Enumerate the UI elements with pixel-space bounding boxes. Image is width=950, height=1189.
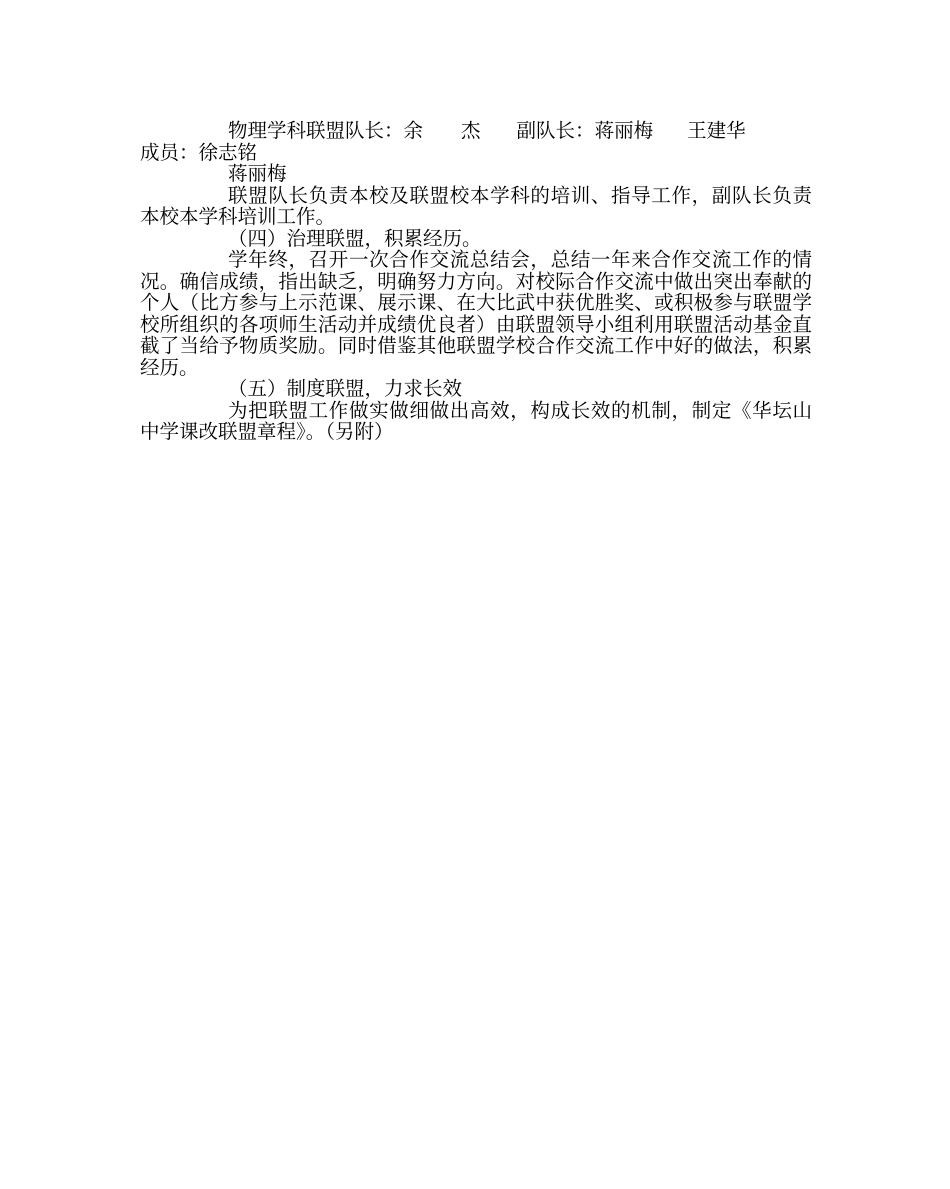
captain-label: 物理学科联盟队长： [228,119,404,142]
member-2: 蒋丽梅 [228,162,287,185]
vice-captain-label: 副队长： [516,119,595,142]
paragraph-summary: 学年终，召开一次合作交流总结会，总结一年来合作交流工作的情况。确信成绩，指出缺乏，明确努力方向。对校际合作交流中做出突出奉献的个人（比方参与上示范课、展示课、在大比武中获优胜奖、或积极参与联盟学校所组织的各项师生活动并成绩优良者）由联盟领导小组利用联盟活动基金直截了当给予物质奖励。同时借鉴其他联盟学校合作交流工作中好的做法，积累经历。 [140,248,812,379]
captain-name-part-2: 杰 [461,119,481,142]
captain-line [140,120,812,142]
paragraph-charter: 为把联盟工作做实做细做出高效，构成长效的机制，制定《华坛山中学课改联盟章程》。（另附） [140,398,812,443]
document-page [140,120,812,443]
members-line [140,142,812,164]
section-heading-5: （五）制度联盟，力求长效 [228,377,463,400]
members-label: 成员： [140,140,199,164]
captain-name-part-1: 余 [403,119,424,142]
paragraph-duty: 联盟队长负责本校及联盟校本学科的培训、指导工作，副队长负责本校本学科培训工作。 [140,183,812,228]
vice-captain-1: 蒋丽梅 [594,119,654,142]
section-heading-4: （四）治理联盟，积累经历。 [228,226,482,250]
member-1: 徐志铭 [198,140,258,164]
vice-captain-2: 王建华 [687,119,746,142]
members-line-2 [140,163,812,185]
